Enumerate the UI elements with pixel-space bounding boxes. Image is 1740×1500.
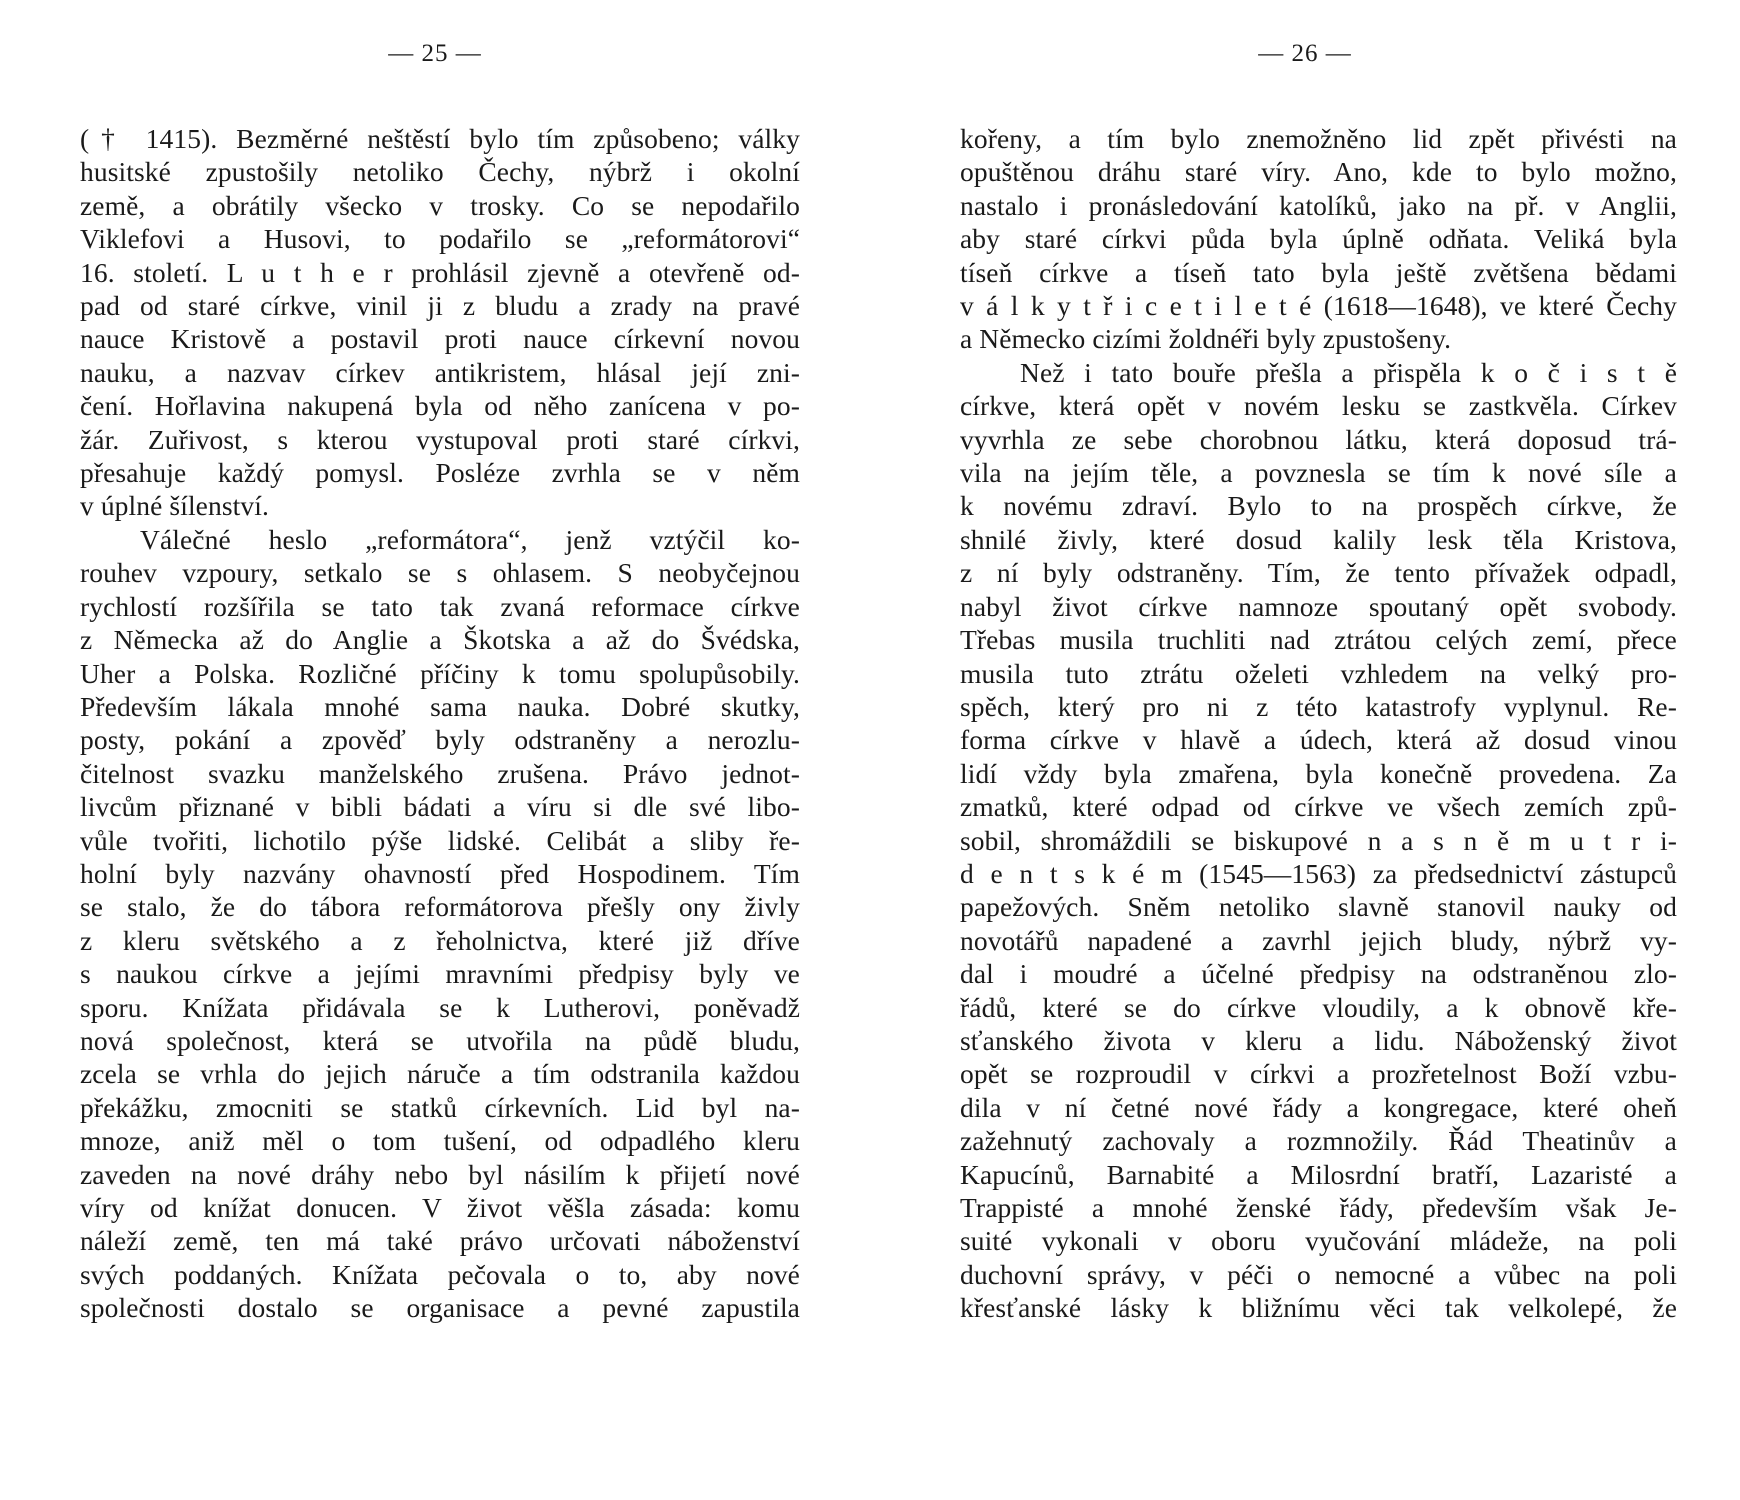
text-line: z Německa až do Anglie a Škotska a až do Švédska, (80, 624, 800, 656)
text-line: náleží země, ten má také právo určovati náboženství (80, 1225, 800, 1257)
text-line: musila tuto ztrátu oželeti vzhledem na velký pro- (960, 657, 1677, 689)
text-line: dila v ní četné nové řády a kongregace, které oheň (960, 1091, 1677, 1123)
text-line: 16. století. L u t h e r prohlásil zjevně a otevřeně od- (80, 256, 800, 288)
text-line: kořeny, a tím bylo znemožněno lid zpět přivésti na (960, 123, 1677, 154)
text-line: v úplné šílenství. (80, 490, 269, 522)
text-line: shnilé živly, které dosud kalily lesk těla Kristova, (960, 523, 1677, 555)
text-line: Třebas musila truchliti nad ztrátou celých zemí, přece (960, 624, 1677, 656)
text-line: Uher a Polska. Rozličné příčiny k tomu spolupůsobily. (80, 657, 800, 689)
text-line: papežových. Sněm netoliko slavně stanovil nauky od (960, 891, 1677, 923)
text-line: vyvrhla ze sebe chorobnou látku, která doposud trá- (960, 423, 1677, 455)
text-line: († 1415). Bezměrné neštěstí bylo tím způsobeno; války (80, 123, 800, 154)
text-line: spěch, který pro ni z této katastrofy vyplynul. Re- (960, 690, 1677, 722)
text-line: nastalo i pronásledování katolíků, jako na př. v Anglii, (960, 189, 1677, 221)
text-line: řádů, které se do církve vloudily, a k obnově kře- (960, 991, 1677, 1023)
text-line: opuštěnou dráhu staré víry. Ano, kde to bylo možno, (960, 156, 1677, 188)
text-line: svých poddaných. Knížata pečovala o to, aby nové (80, 1258, 800, 1290)
text-line: livcům přiznané v bibli bádati a víru si dle své libo- (80, 791, 800, 823)
text-line: žár. Zuřivost, s kterou vystupoval proti staré církvi, (80, 423, 800, 455)
text-line: tíseň církve a tíseň tato byla ještě zvětšena bědami (960, 256, 1677, 288)
text-line: přesahuje každý pomysl. Posléze zvrhla se v něm (80, 457, 800, 489)
text-line: vůle tvořiti, lichotilo pýše lidské. Celibát a sliby ře- (80, 824, 800, 856)
text-line: v á l k y t ř i c e t i l e t é (1618—1648), ve které Čechy (960, 290, 1677, 322)
text-line: d e n t s k é m (1545—1563) za předsednictví zástupců (960, 857, 1677, 889)
page-number: — 26 — (1258, 40, 1352, 67)
text-line: Především lákala mnohé sama nauka. Dobré skutky, (80, 690, 800, 722)
text-line: s naukou církve a jejími mravními předpisy byly ve (80, 958, 800, 990)
text-line: pad od staré církve, vinil ji z bludu a zrady na pravé (80, 290, 800, 322)
text-line: Viklefovi a Husovi, to podařilo se „reformátorovi“ (80, 223, 800, 255)
text-line: opět se rozproudil v církvi a prozřetelnost Boží vzbu- (960, 1058, 1677, 1090)
text-line: suité vykonali v oboru vyučování mládeže, na poli (960, 1225, 1677, 1257)
page-text (80, 122, 800, 1325)
text-line: posty, pokání a zpověď byly odstraněny a nerozlu- (80, 724, 800, 756)
text-line: mnoze, aniž měl o tom tušení, od odpadlého kleru (80, 1125, 800, 1157)
text-line: husitské zpustošily netoliko Čechy, nýbrž i okolní (80, 156, 800, 188)
text-line: Než i tato bouře přešla a přispěla k o č i s t ě (1020, 356, 1677, 388)
text-line: zmatků, které odpad od církve ve všech zemích způ- (960, 791, 1677, 823)
text-line: duchovní správy, v péči o nemocné a vůbec na poli (960, 1258, 1677, 1290)
text-line: společnosti dostalo se organisace a pevné zapustila (80, 1292, 800, 1324)
text-line: holní byly nazvány ohavností před Hospodinem. Tím (80, 857, 800, 889)
text-line: křesťanské lásky k bližnímu věci tak velkolepé, že (960, 1292, 1677, 1324)
text-line: vila na jejím těle, a povznesla se tím k nové síle a (960, 457, 1677, 489)
text-line: čení. Hořlavina nakupená byla od něho zanícena v po- (80, 390, 800, 422)
text-line: čitelnost svazku manželského zrušena. Právo jednot- (80, 757, 800, 789)
right-page (870, 0, 1740, 1500)
text-line: Trappisté a mnohé ženské řády, především však Je- (960, 1192, 1677, 1223)
text-line: nová společnost, která se utvořila na půdě bludu, (80, 1024, 800, 1056)
text-line: sporu. Knížata přidávala se k Lutherovi, poněvadž (80, 991, 800, 1023)
text-line: nauce Kristově a postavil proti nauce církevní novou (80, 323, 800, 355)
text-line: zažehnutý zachovaly a rozmnožily. Řád Theatinův a (960, 1125, 1677, 1157)
text-line: církve, která opět v novém lesku se zastkvěla. Církev (960, 390, 1677, 422)
text-line: forma církve v hlavě a údech, která až dosud vinou (960, 724, 1677, 756)
text-line: dal i moudré a účelné předpisy na odstraněnou zlo- (960, 958, 1677, 990)
text-line: lidí vždy byla zmařena, byla konečně provedena. Za (960, 757, 1677, 789)
text-line: se stalo, že do tábora reformátorova přešly ony živly (80, 891, 800, 923)
text-line: a Německo cizími žoldnéři byly zpustošeny. (960, 323, 1452, 355)
text-line: překážku, zmocniti se statků církevních. Lid byl na- (80, 1091, 800, 1123)
text-line: zaveden na nové dráhy nebo byl násilím k přijetí nové (80, 1158, 800, 1190)
text-line: rouhev vzpoury, setkalo se s ohlasem. S neobyčejnou (80, 557, 800, 589)
text-line: nauku, a nazvav církev antikristem, hlásal její zni- (80, 356, 800, 388)
page-number: — 25 — (388, 40, 482, 67)
text-line: rychlostí rozšířila se tato tak zvaná reformace církve (80, 590, 800, 622)
text-line: Válečné heslo „reformátora“, jenž vztýčil ko- (140, 523, 800, 555)
text-line: víry od knížat donucen. V život věšla zásada: komu (80, 1192, 800, 1223)
text-line: novotářů napadené a zavrhl jejich bludy, nýbrž vy- (960, 924, 1677, 956)
text-line: Kapucínů, Barnabité a Milosrdní bratří, Lazaristé a (960, 1158, 1677, 1190)
text-line: zcela se vrhla do jejich náruče a tím odstranila každou (80, 1058, 800, 1090)
text-line: sťanského života v kleru a lidu. Náboženský život (960, 1024, 1677, 1056)
text-line: k novému zdraví. Bylo to na prospěch církve, že (960, 490, 1677, 522)
text-line: sobil, shromáždili se biskupové n a s n ě m u t r i- (960, 824, 1677, 856)
text-line: země, a obrátily všecko v trosky. Co se nepodařilo (80, 189, 800, 221)
text-line: nabyl život církve namnoze spoutaný opět svobody. (960, 590, 1677, 622)
text-line: aby staré církvi půda byla úplně odňata. Veliká byla (960, 223, 1677, 255)
text-line: z kleru světského a z řeholnictva, které již dříve (80, 924, 800, 956)
page-text (960, 122, 1677, 1325)
text-line: z ní byly odstraněny. Tím, že tento přívažek odpadl, (960, 557, 1677, 589)
